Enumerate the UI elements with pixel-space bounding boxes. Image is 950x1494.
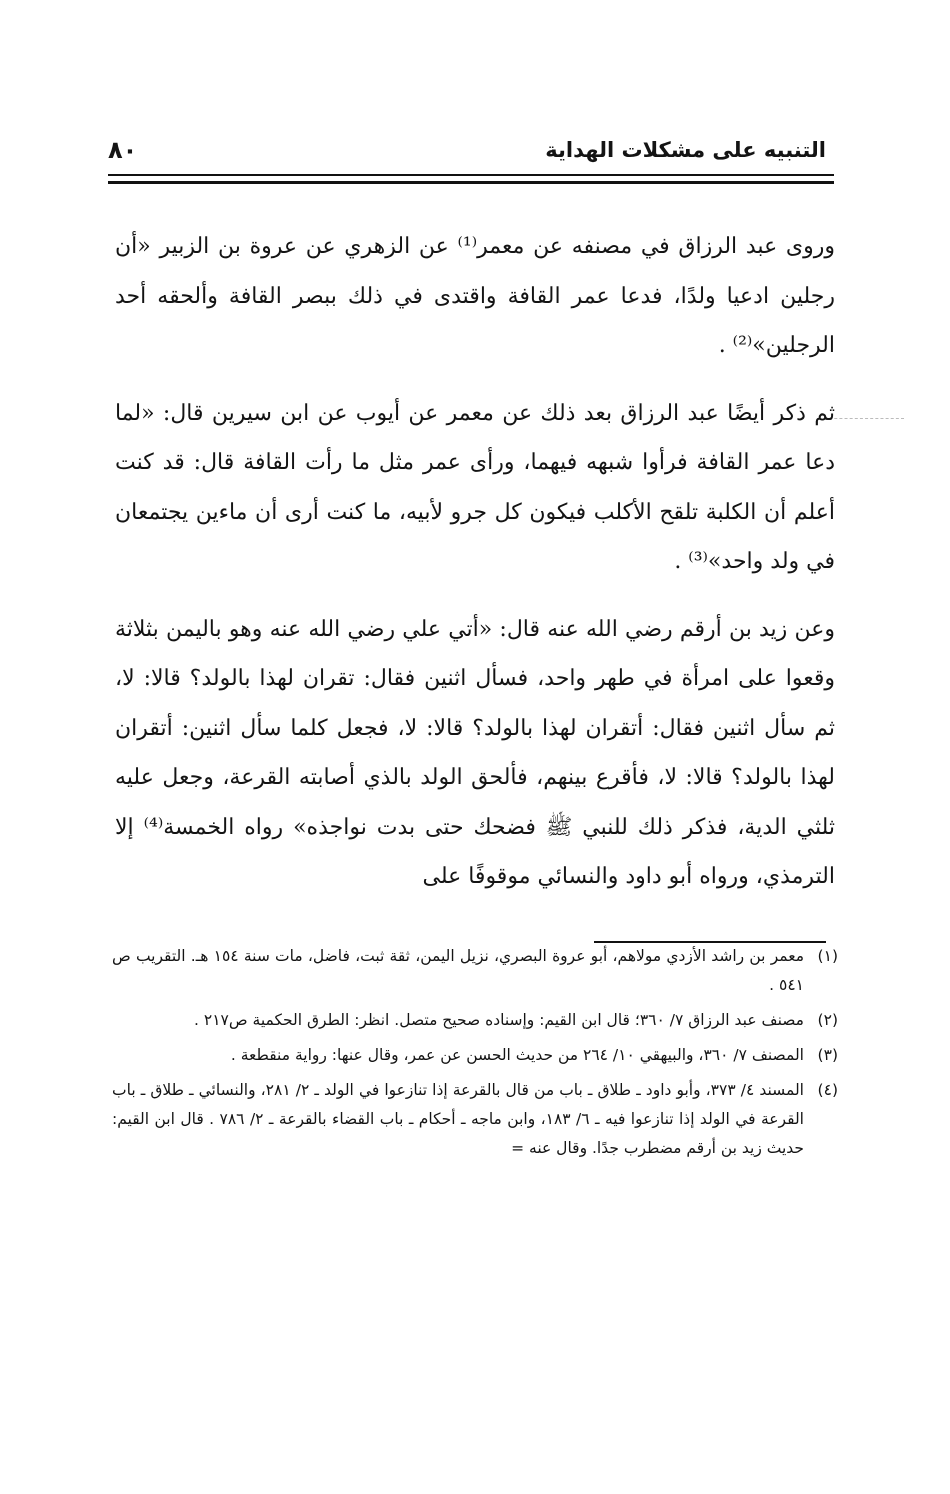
page-header: [108, 136, 826, 176]
footnote-text: مصنف عبد الرزاق ٧/ ٣٦٠؛ قال ابن القيم: وإسناده صحيح متصل. انظر: الطرق الحكمية ص٢١٧ .: [194, 1011, 804, 1029]
footnote-2: [112, 1006, 838, 1035]
footnote-text: المصنف ٧/ ٣٦٠، والبيهقي ١٠/ ٢٦٤ من حديث الحسن عن عمر، وقال عنها: رواية منقطعة .: [230, 1046, 804, 1064]
header-rule-bottom: [108, 181, 834, 184]
page-number: ٨٠: [108, 136, 138, 164]
footnote-number: (٢): [817, 1011, 838, 1029]
paragraph-3: وعن زيد بن أرقم رضي الله عنه قال: «أتي علي رضي الله عنه وهو باليمن بثلاثة وقعوا على امرأة في طهر واحد، فسأل اثنين فقال: تقران لهذا بالولد؟ قالا: لا، ثم سأل اثنين فقال: أتقران لهذا بالولد؟ قالا: لا، فجعل كلما سأل اثنين: أتقران لهذا بالولد؟ قالا: لا، فأقرع بينهم، فألحق الولد بالذي أصابته القرعة، وجعل عليه ثلثي الدية، فذكر ذلك للنبي ﷺ فضحك حتى بدت نواجذه» رواه الخمسة⁽⁴⁾ إلا الترمذي، ورواه أبو داود والنسائي موقوفًا على: [115, 616, 835, 889]
paragraph-2: ثم ذكر أيضًا عبد الرزاق بعد ذلك عن معمر عن أيوب عن ابن سيرين قال: «لما دعا عمر القافة فرأوا شبهه فيهما، ورأى عمر مثل ما رأت القافة قال: قد كنت أعلم أن الكلبة تلقح الأكلب فيكون كل جرو لأبيه، ما كنت أرى أن ماءين يجتمعان في ولد واحد»⁽³⁾ .: [115, 400, 835, 574]
footnote-text: المسند ٤/ ٣٧٣، وأبو داود ـ طلاق ـ باب من قال بالقرعة إذا تنازعوا في الولد ـ ٢/ ٢٨١، والنسائي ـ طلاق ـ باب القرعة في الولد إذا تنازعوا فيه ـ ٦/ ١٨٣، وابن ماجه ـ أحكام ـ باب القضاء بالقرعة ـ ٢/ ٧٨٦ . قال ابن القيم: حديث زيد بن أرقم مضطرب جدًا. وقال عنه =: [112, 1081, 804, 1157]
footnote-text: معمر بن راشد الأزدي مولاهم، أبو عروة البصري، نزيل اليمن، ثقة ثبت، فاضل، مات سنة ١٥٤ هـ. التقريب ص ٥٤١ .: [112, 947, 804, 994]
footnote-number: (٤): [817, 1081, 838, 1099]
footnote-number: (٣): [817, 1046, 838, 1064]
footnote-1: [112, 942, 838, 1000]
footnote-4: [112, 1076, 838, 1163]
footnote-number: (١): [817, 947, 838, 965]
main-text: [115, 222, 835, 902]
running-title: التنبيه على مشكلات الهداية: [545, 138, 826, 162]
scan-artifact-line: [824, 418, 904, 420]
header-rule-top: [108, 174, 834, 176]
footnotes: [112, 942, 838, 1169]
footnote-3: [112, 1041, 838, 1070]
paragraph-1: وروى عبد الرزاق في مصنفه عن معمر⁽¹⁾ عن الزهري عن عروة بن الزبير «أن رجلين ادعيا ولدًا، فدعا عمر القافة واقتدى في ذلك ببصر القافة وألحقه أحد الرجلين»⁽²⁾ .: [115, 234, 835, 358]
